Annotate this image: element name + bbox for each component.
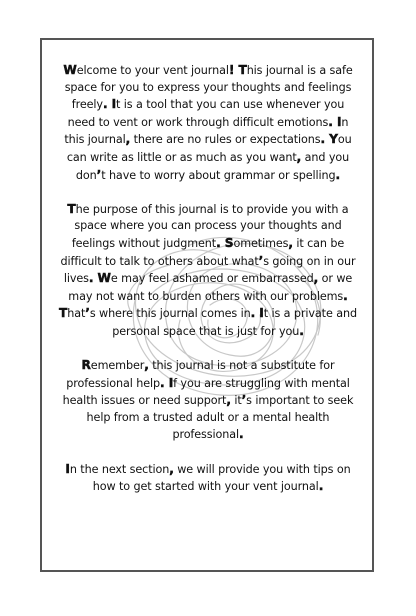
body-text: elcome to your vent journal bbox=[76, 64, 229, 77]
emphasized-glyph: . bbox=[335, 167, 341, 182]
emphasized-glyph: I bbox=[65, 461, 70, 476]
body-text: ometimes bbox=[233, 236, 289, 250]
emphasized-glyph: . Y bbox=[320, 132, 338, 147]
paragraph-2 bbox=[58, 201, 358, 341]
emphasized-glyph: ’ bbox=[85, 306, 90, 321]
body-text: s important to seek help from a trusted adult or a mental health professional bbox=[86, 394, 354, 442]
body-text: it bbox=[230, 394, 242, 408]
body-text: there are no rules or expectations bbox=[130, 133, 321, 147]
body-text: hat bbox=[67, 307, 86, 321]
body-text: ou can write as little or as much as you want bbox=[66, 133, 352, 164]
emphasized-glyph: W bbox=[63, 63, 77, 77]
emphasized-glyph: , bbox=[144, 358, 149, 373]
emphasized-glyph: , bbox=[125, 132, 131, 147]
emphasized-glyph: R bbox=[81, 358, 91, 373]
body-text: he purpose of this journal is to provide you with a space where you can process your thoughts and feelings without judgment bbox=[71, 202, 349, 250]
body-text: emember bbox=[90, 359, 145, 373]
emphasized-glyph: . bbox=[239, 427, 244, 442]
emphasized-glyph: , bbox=[288, 235, 293, 250]
body-text: t is a private and personal space that is just for you bbox=[112, 307, 357, 338]
emphasized-glyph: ’ bbox=[258, 253, 264, 268]
emphasized-glyph: , bbox=[169, 461, 174, 476]
body-text: n this journal bbox=[64, 115, 349, 147]
body-text: s going on in our lives bbox=[63, 254, 356, 286]
paragraph-3 bbox=[58, 357, 358, 444]
emphasized-glyph: ! T bbox=[228, 63, 247, 77]
paragraph-4 bbox=[58, 461, 358, 496]
emphasized-glyph: . S bbox=[216, 235, 234, 250]
body-text: and you don bbox=[75, 150, 350, 182]
emphasized-glyph: , bbox=[313, 271, 319, 286]
emphasized-glyph: . I bbox=[250, 306, 264, 321]
emphasized-glyph: . I bbox=[102, 97, 117, 112]
paragraph-1 bbox=[58, 62, 358, 184]
body-text: t have to worry about grammar or spelling bbox=[101, 168, 336, 182]
emphasized-glyph: . T bbox=[59, 288, 348, 321]
emphasized-glyph: , bbox=[226, 393, 231, 408]
emphasized-glyph: . bbox=[318, 479, 324, 494]
emphasized-glyph: , bbox=[296, 149, 302, 164]
body-text: it can be difficult to talk to others about what bbox=[60, 236, 345, 268]
body-text: s where this journal comes in bbox=[89, 307, 251, 321]
body-text: e may feel ashamed or embarrassed bbox=[110, 272, 314, 286]
emphasized-glyph: . W bbox=[88, 271, 111, 286]
emphasized-glyph: . I bbox=[160, 375, 174, 390]
body-text: f you are struggling with mental health issues or need support bbox=[62, 376, 350, 408]
journal-intro-text bbox=[58, 62, 358, 496]
emphasized-glyph: ’ bbox=[241, 393, 247, 408]
body-text: this journal is not a substitute for professional help bbox=[66, 359, 335, 390]
body-text: or we may not want to burden others with our problems bbox=[68, 272, 353, 303]
body-text: n the next section bbox=[69, 462, 170, 476]
body-text: t is a tool that you can use whenever you need to vent or work through difficult emotions bbox=[67, 98, 345, 129]
emphasized-glyph: T bbox=[67, 201, 76, 216]
emphasized-glyph: ’ bbox=[96, 167, 102, 182]
body-text: we will provide you with tips on how to get started with your vent journal bbox=[92, 462, 351, 494]
emphasized-glyph: . I bbox=[328, 114, 342, 129]
emphasized-glyph: . bbox=[299, 323, 304, 338]
body-text: his journal is a safe space for you to express your thoughts and feelings freely bbox=[64, 64, 353, 112]
